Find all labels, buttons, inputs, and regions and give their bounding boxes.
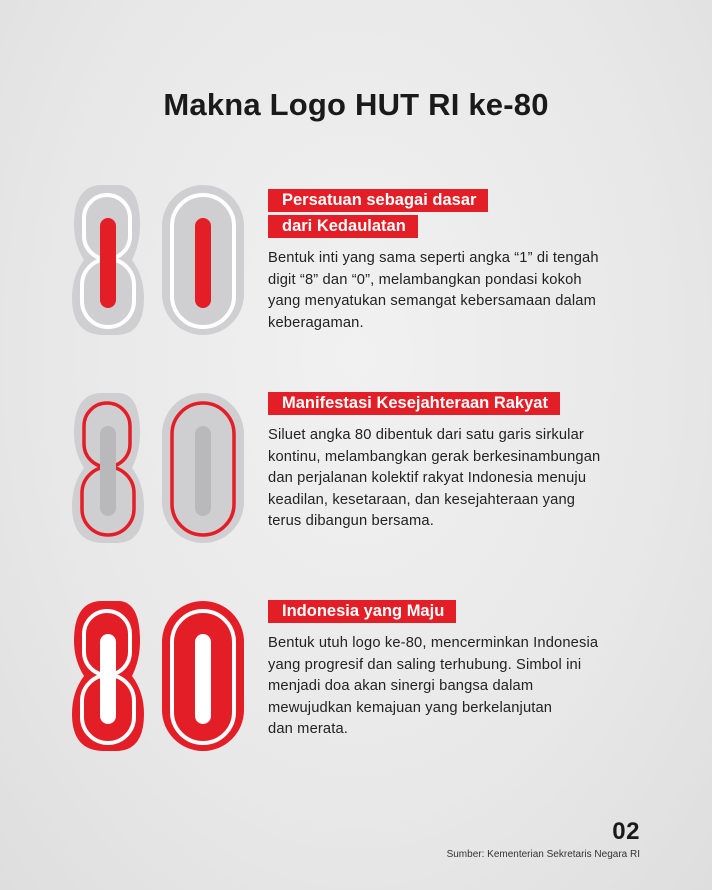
section-manifestasi (268, 392, 668, 533)
section-body (268, 425, 668, 533)
heading-line: Manifestasi Kesejahteraan Rakyat (268, 392, 560, 415)
body-line: yang menyatukan semangat kebersamaan dalam (268, 293, 596, 309)
source-note: Sumber: Kementerian Sekretaris Negara RI (446, 849, 640, 860)
body-line: menjadi doa akan sinergi bangsa dalam (268, 678, 534, 694)
heading-line: Indonesia yang Maju (268, 600, 456, 623)
logo-80-outline-icon (62, 388, 252, 548)
logo-80-full-icon (62, 596, 252, 756)
body-line: keberagaman. (268, 314, 364, 331)
section-body (268, 248, 668, 334)
heading-line: dari Kedaulatan (268, 215, 418, 238)
section-heading (268, 189, 668, 238)
body-line: Bentuk inti yang sama seperti angka “1” di tengah (268, 250, 599, 266)
section-indonesia-maju (268, 600, 668, 741)
body-line: dan perjalanan kolektif rakyat Indonesia menuju (268, 470, 587, 486)
body-line: digit “8” dan “0”, melambangkan pondasi kokoh (268, 271, 582, 288)
heading-line: Persatuan sebagai dasar (268, 189, 488, 212)
body-line: Siluet angka 80 dibentuk dari satu garis sirkular (268, 427, 584, 443)
body-line: kontinu, melambangkan gerak berkesinambungan (268, 448, 601, 465)
page-number: 02 (612, 818, 640, 845)
body-line: terus dibangun bersama. (268, 513, 434, 529)
body-line: mewujudkan kemajuan yang berkelanjutan (268, 699, 553, 716)
section-heading (268, 600, 668, 623)
page-title: Makna Logo HUT RI ke-80 (163, 87, 549, 122)
body-line: Bentuk utuh logo ke-80, mencerminkan Indonesia (268, 635, 599, 651)
section-heading (268, 392, 668, 415)
body-line: dan merata. (268, 721, 349, 737)
body-line: yang progresif dan saling terhubung. Simbol ini (268, 656, 582, 673)
section-persatuan (268, 189, 668, 334)
section-body (268, 633, 668, 741)
logo-80-core-icon (62, 180, 252, 340)
body-line: keadilan, kesetaraan, dan kesejahteraan yang (268, 491, 576, 508)
